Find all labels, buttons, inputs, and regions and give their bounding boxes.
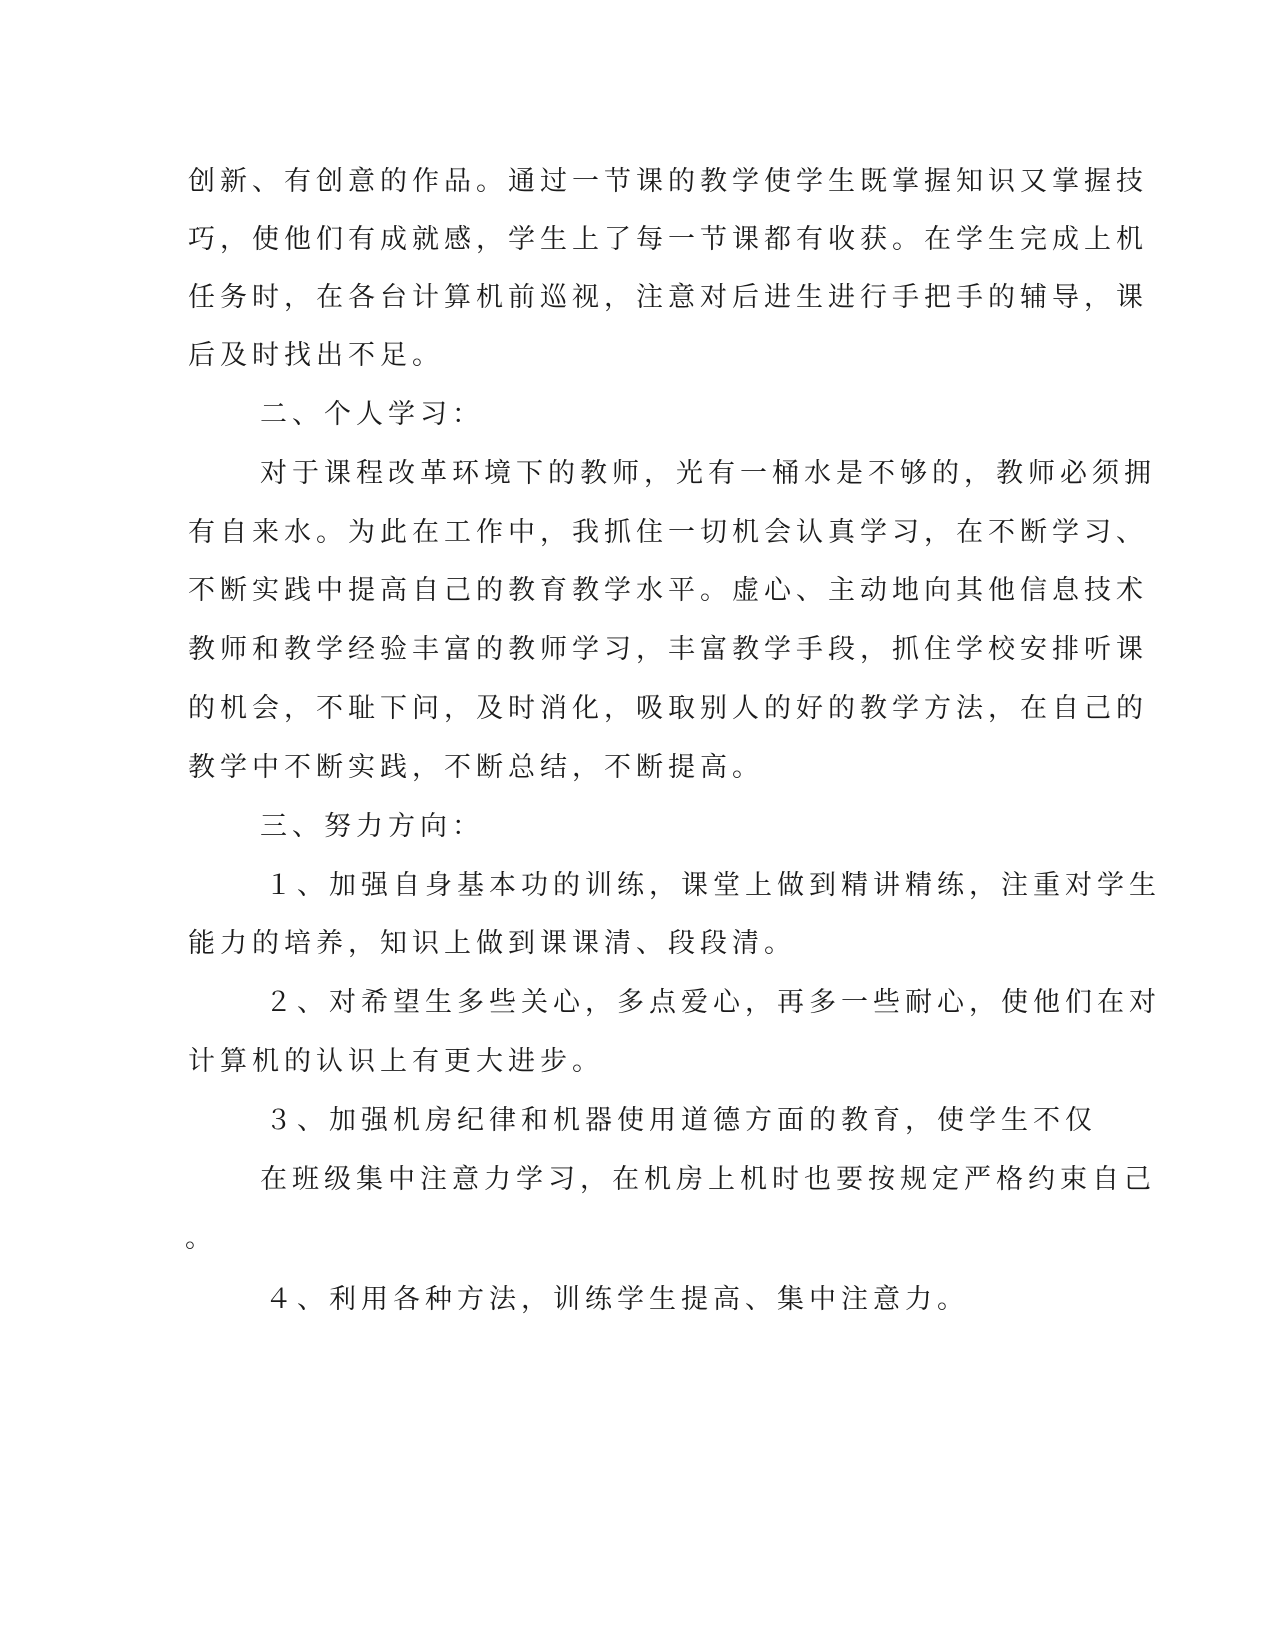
- paragraph-line: 的机会，不耻下问，及时消化，吸取别人的好的教学方法，在自己的: [188, 693, 1148, 724]
- paragraph-line: 。: [185, 1223, 217, 1254]
- section-heading-personal-study: 二、个人学习：: [260, 399, 484, 430]
- list-item-2: ２、对希望生多些关心，多点爱心，再多一些耐心，使他们在对: [265, 987, 1161, 1018]
- list-item-3: ３、加强机房纪律和机器使用道德方面的教育，使学生不仅: [265, 1105, 1097, 1136]
- paragraph-line: 计算机的认识上有更大进步。: [188, 1046, 604, 1077]
- paragraph-line: 教学中不断实践，不断总结，不断提高。: [188, 752, 764, 783]
- list-item-4: ４、利用各种方法，训练学生提高、集中注意力。: [265, 1284, 969, 1315]
- paragraph-line: 后及时找出不足。: [188, 340, 444, 371]
- paragraph-line: 任务时，在各台计算机前巡视，注意对后进生进行手把手的辅导，课: [188, 282, 1148, 313]
- paragraph-line: 在班级集中注意力学习，在机房上机时也要按规定严格约束自己: [260, 1164, 1156, 1195]
- paragraph-line: 教师和教学经验丰富的教师学习，丰富教学手段，抓住学校安排听课: [188, 634, 1148, 665]
- paragraph-line: 巧，使他们有成就感，学生上了每一节课都有收获。在学生完成上机: [188, 224, 1148, 255]
- paragraph-line: 创新、有创意的作品。通过一节课的教学使学生既掌握知识又掌握技: [188, 166, 1148, 197]
- section-heading-direction: 三、努力方向：: [260, 811, 484, 842]
- paragraph-line: 有自来水。为此在工作中，我抓住一切机会认真学习，在不断学习、: [188, 517, 1148, 548]
- paragraph-line: 对于课程改革环境下的教师，光有一桶水是不够的，教师必须拥: [260, 458, 1156, 489]
- paragraph-line: 能力的培养，知识上做到课课清、段段清。: [188, 928, 796, 959]
- paragraph-line: 不断实践中提高自己的教育教学水平。虚心、主动地向其他信息技术: [188, 575, 1148, 606]
- list-item-1: １、加强自身基本功的训练，课堂上做到精讲精练，注重对学生: [265, 870, 1161, 901]
